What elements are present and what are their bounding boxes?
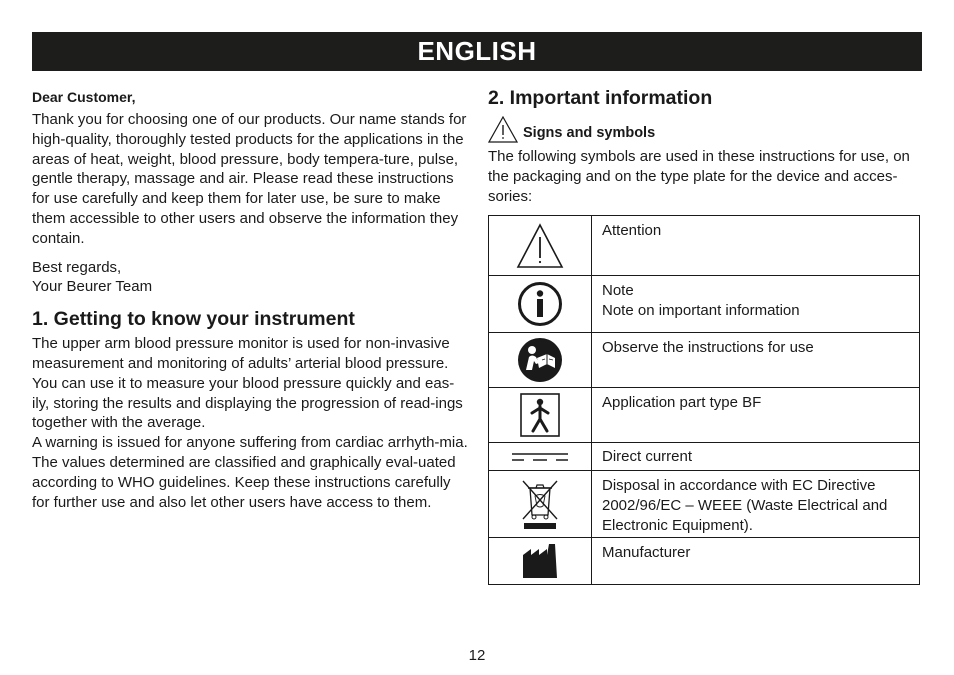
section-1-paragraph-1: The upper arm blood pressure monitor is used for non-invasive measurement and monitoring of adults’ arterial blood pressure. You can use it to measure your blood pressure quickly and eas-ily, storing the results and displaying the progression of read-ings together with the average. (32, 335, 463, 432)
regards-text: Best regards, (32, 258, 122, 276)
section-1-paragraph-2: A warning is issued for anyone suffering from cardiac arrhyth-mia. The values determined are classified and graphically eval-uated according to WHO guidelines. Keep these instructions carefully for further use and also let other users have access to them. (32, 434, 468, 511)
signs-and-symbols-label: Signs and symbols (523, 125, 656, 141)
bf-applied-part-icon (520, 393, 560, 437)
table-row (489, 538, 920, 585)
symbols-table (488, 215, 920, 585)
table-row (489, 443, 920, 471)
direct-current-icon (510, 450, 570, 464)
team-signature: Your Beurer Team (32, 278, 153, 296)
language-banner (32, 32, 922, 71)
warning-triangle-icon (516, 223, 564, 269)
symbol-description: Manufacturer (602, 544, 691, 562)
page-number: 12 (468, 647, 486, 664)
symbol-description: Disposal in accordance with EC Directive 2002/96/EC – WEEE (Waste Electrical and Electronic Equipment). (602, 477, 888, 534)
signs-heading (488, 116, 922, 143)
symbol-description: Note (602, 282, 634, 300)
intro-paragraph: Thank you for choosing one of our products. Our name stands for high-quality, thoroughly tested products for the applications in the areas of heat, weight, blood pressure, body tempera-ture, pulse, gentle therapy, massage and air. Please read these instructions for use carefully and keep them for later use, be sure to make them accessible to other users and observe the information they contain. (32, 111, 467, 247)
symbol-description: Observe the instructions for use (602, 339, 814, 357)
right-column (488, 86, 922, 585)
section-2-title: 2. Important information (488, 87, 713, 109)
table-row (489, 216, 920, 276)
symbol-description: Application part type BF (602, 394, 762, 412)
section-1-title: 1. Getting to know your instrument (32, 308, 355, 331)
symbol-description: Attention (602, 222, 662, 240)
table-row (489, 333, 920, 388)
table-row (489, 388, 920, 443)
manufacturer-icon (521, 543, 559, 579)
banner-title: ENGLISH (417, 36, 537, 66)
read-manual-icon (517, 337, 563, 383)
symbols-intro: The following symbols are used in these instructions for use, on the packaging and on the type plate for the device and acces-sories: (488, 148, 910, 205)
warning-triangle-small-icon (488, 116, 518, 143)
left-column (32, 88, 468, 512)
symbol-description: Note on important information (602, 302, 800, 320)
table-row (489, 471, 920, 538)
salutation: Dear Customer, (32, 89, 136, 105)
symbol-description: Direct current (602, 448, 693, 466)
weee-bin-icon (520, 478, 560, 530)
table-row (489, 276, 920, 333)
info-circle-icon (517, 281, 563, 327)
